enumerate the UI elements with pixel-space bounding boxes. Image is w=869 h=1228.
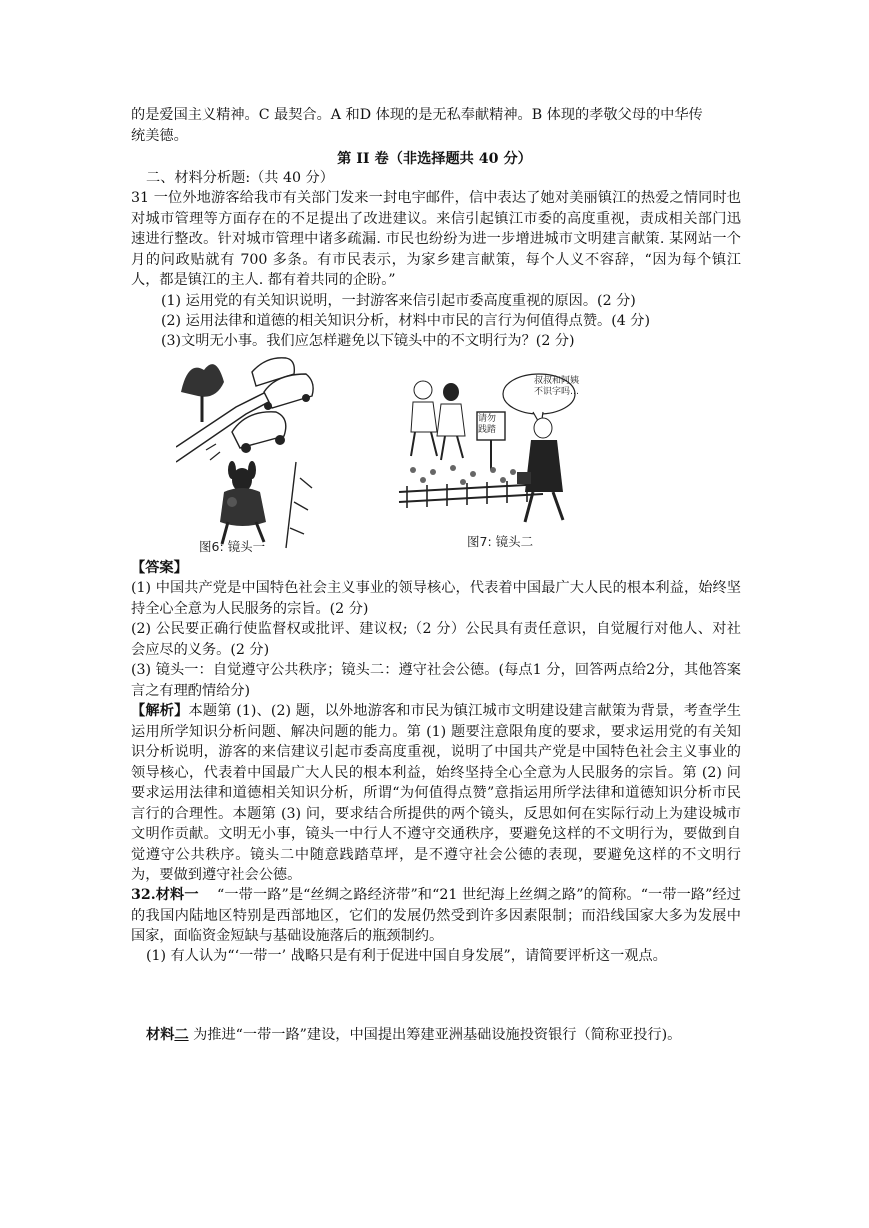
- material-2-line: [146, 1025, 681, 1046]
- sign-text: 请勿践踏: [478, 414, 497, 435]
- part-heading: 二、材料分析题:（共 40 分）: [146, 170, 334, 186]
- material-1-text: “一带一路”是“丝绸之路经济带”和“21 世纪海上丝绸之路”的简称。“一带一路”经过的我国内陆地区特别是西部地区，它们的发展仍然受到许多因素限制；而沿线国家大多为发展中国家，面临资金短缺与基础设施落后的瓶颈制约。: [131, 887, 741, 944]
- street-crossing-illustration: [176, 352, 352, 552]
- q31-sub3: (3)文明无小事。我们应怎样避免以下镜头中的不文明行为？(2 分): [161, 333, 575, 349]
- figure-6-caption: 图6: 镜头一: [199, 539, 266, 554]
- q32-number: 32.: [131, 887, 156, 903]
- answer-3: (3) 镜头一：自觉遵守公共秩序；镜头二：遵守社会公德。(每点1 分，回答两点给2分，其他答案言之有理酌情给分): [131, 662, 741, 699]
- speech-bubble-text: 叔叔和阿姨不识字吗…: [534, 376, 580, 397]
- q32-material-1: [131, 885, 741, 947]
- q31-material: 31 一位外地游客给我市有关部门发来一封电宇邮件，信中表达了她对美丽镇江的热爱之情同时也对城市管理等方面存在的不足提出了改进建议。来信引起镇江市委的高度重视，责成相关部门迅速进行整改。针对城市管理中诸多疏漏. 市民也纷纷为进一步增进城市文明建言献策. 某网站一个月的问政贴就有 700 多条。有市民表示，为家乡建言献策，每个人义不容辞，“因为每个镇江人，都是镇江的主人. 都有着共同的企盼。”: [131, 190, 741, 288]
- figure-6-cartoon: [176, 352, 352, 552]
- answer-2: (2) 公民要正确行使监督权或批评、建议权;（2 分）公民具有责任意识，自觉履行对他人、对社会应尽的义务。(2 分): [131, 621, 741, 658]
- material-1-label: 材料一: [155, 887, 199, 903]
- q31-sub2: (2) 运用法律和道德的相关知识分析，材料中市民的言行为何值得点赞。(4 分): [161, 313, 651, 329]
- material-2-label: 材料二: [146, 1027, 189, 1043]
- q31-sub1: (1) 运用党的有关知识说明，一封游客来信引起市委高度重视的原因。(2 分): [161, 293, 636, 309]
- analysis-paragraph: [131, 701, 741, 886]
- q32-sub1: (1) 有人认为“‘一带一’ 战略只是有利于促进中国自身发展”，请简要评析这一观点。: [146, 948, 667, 964]
- analysis-label: 【解析】: [131, 703, 189, 719]
- continued-paragraph: 的是爱国主义精神。C 最契合。A 和D 体现的是无私奉献精神。B 体现的孝敬父母的中华传 统美德。: [131, 107, 703, 144]
- answer-1: (1) 中国共产党是中国特色社会主义事业的领导核心，代表着中国最广大人民的根本利益，始终坚持全心全意为人民服务的宗旨。(2 分): [131, 580, 741, 617]
- section-title: 第 II 卷（非选择题共 40 分）: [337, 151, 532, 167]
- analysis-text: 本题第 (1)、(2) 题，以外地游客和市民为镇江城市文明建设建言献策为背景，考查学生运用所学知识分析问题、解决问题的能力。第 (1) 题要注意限角度的要求，要求运用党的有关知识分析说明，游客的来信建议引起市委高度重视，说明了中国共产党是中国特色社会主义事业的领导核心，代表着中国最广大人民的根本利益，始终坚持全心全意为人民服务的宗旨。第 (2) 问要求运用法律和道德相关知识分析，所谓“为何值得点赞”意指运用所学法律和道德知识分析市民言行的合理性。本题第 (3) 问，要求结合所提供的两个镜头，反思如何在实际行动上为建设城市文明作贡献。文明无小事，镜头一中行人不遵守交通秩序，要避免这样的不文明行为，要做到自觉遵守公共秩序。镜头二中随意践踏草坪，是不遵守社会公德的表现，要避免这样的不文明行为，要做到遵守社会公德。: [131, 703, 741, 883]
- material-2-text: 为推进“一带一路”建设，中国提出筹建亚洲基础设施投资银行（简称亚投行)。: [193, 1027, 682, 1043]
- figure-7-caption: 图7: 镜头二: [467, 534, 534, 549]
- answer-label: 【答案】: [131, 560, 188, 576]
